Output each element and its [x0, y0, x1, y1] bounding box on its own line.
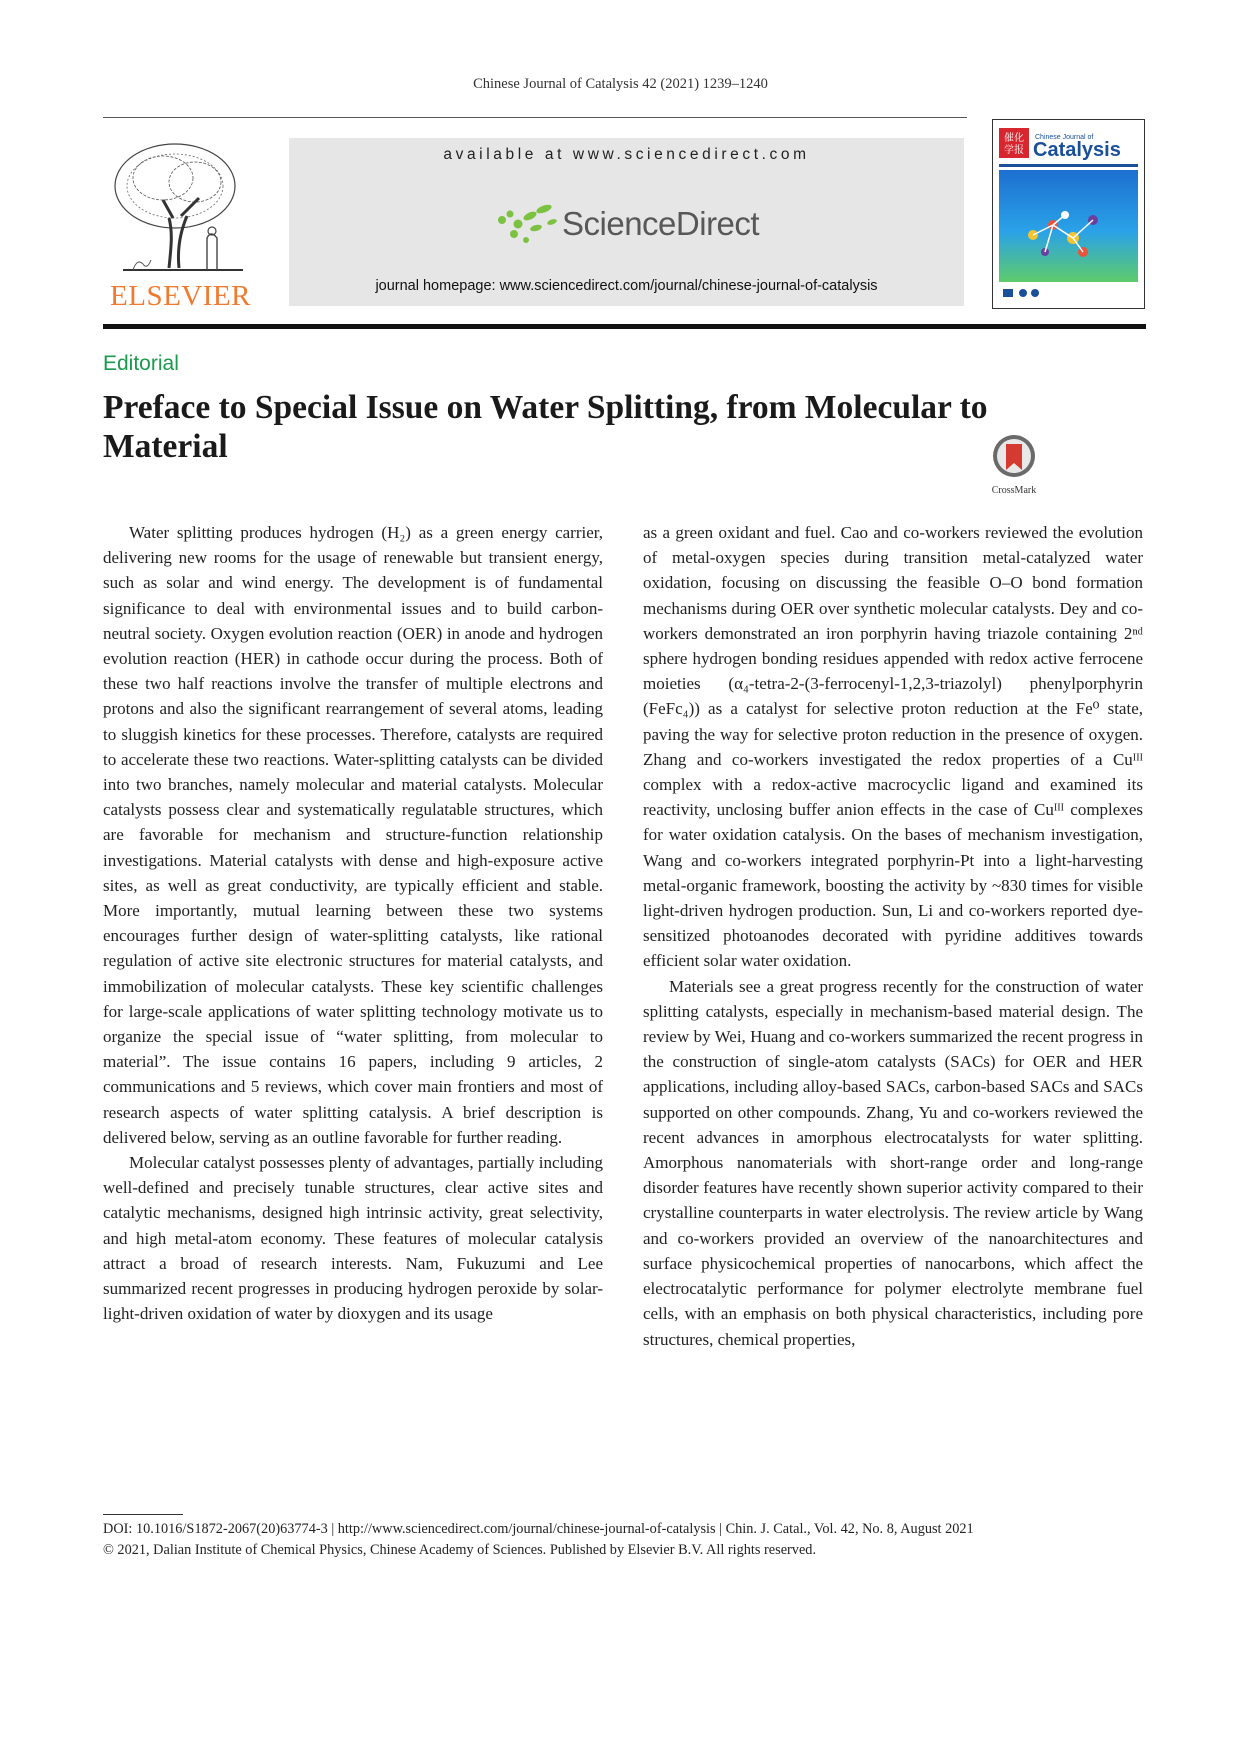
footnote-rule [103, 1514, 183, 1515]
body-column-right [643, 520, 1143, 1352]
cover-journal-small: Chinese Journal of [1035, 134, 1094, 141]
footer-doi-line[interactable]: DOI: 10.1016/S1872-2067(20)63774-3 | http://www.sciencedirect.com/journal/chinese-journal-of-catalysis | Chin. J. Catal., Vol. 42, No. 8, August 2021 [103, 1521, 974, 1537]
available-at-text: available at www.sciencedirect.com [443, 146, 810, 163]
body-column-left [103, 520, 603, 1327]
paragraph: Water splitting produces hydrogen (H₂) as a green energy carrier, delivering new rooms for the usage of renewable but transient energy, such as solar and wind energy. The development is of fundamental significance to deal with environmental issues and to build carbon-neutral society. Oxygen evolution reaction (OER) in anode and hydrogen evolution reaction (HER) in cathode occur during the process. Both of these two half reactions involve the transfer of multiple electrons and protons and also the significant rearrangement of several atoms, leading to sluggish kinetics for these processes. Therefore, catalysts are required to accelerate these two reactions. Water-splitting catalysts can be divided into two branches, namely molecular and material catalysts. Molecular catalysts possess clear and systematically regulatable structures, which are favorable for mechanism and structure-function relationship investigations. Material catalysts with dense and high-exposure active sites, as well as great conductivity, are typically efficient and stable. More importantly, mutual learning between these two systems encourages further design of water-splitting catalysts, like rational regulation of active site electronic structures for material catalysts, and immobilization of molecular catalysts. These key scientific challenges for large-scale applications of water splitting technology motivate us to organize the special issue of “water splitting, from molecular to material”. The issue contains 16 papers, including 9 articles, 2 communications and 5 reviews, which cover main frontiers and most of research aspects of water splitting catalysis. A brief description is delivered below, serving as an outline favorable for further reading. [103, 523, 603, 1147]
crossmark-label: CrossMark [991, 485, 1037, 496]
cover-cn-title-line1: 催化 [1004, 133, 1024, 144]
article-title: Preface to Special Issue on Water Splitting, from Molecular to Material [103, 389, 988, 465]
footer [103, 1519, 1146, 1561]
journal-cover-art [993, 120, 1144, 308]
header-divider [103, 324, 1146, 329]
running-head: Chinese Journal of Catalysis 42 (2021) 1239–1240 [473, 76, 768, 92]
footer-copyright: © 2021, Dalian Institute of Chemical Physics, Chinese Academy of Sciences. Published by Elsevier B.V. All rights reserved. [103, 1542, 817, 1558]
top-rule [103, 117, 967, 118]
elsevier-tree-logo [103, 138, 258, 278]
cover-cn-title-line2: 学报 [1004, 145, 1024, 156]
cover-journal-big: Catalysis [1033, 139, 1121, 161]
journal-homepage-link[interactable]: journal homepage: www.sciencedirect.com/journal/chinese-journal-of-catalysis [375, 278, 878, 294]
crossmark-badge[interactable] [983, 432, 1045, 496]
paragraph: Molecular catalyst possesses plenty of advantages, partially including well-defined and precisely tunable structures, clear active sites and catalytic mechanisms, designed high intrinsic activity, great selectivity, and high metal-atom economy. These features of molecular catalysis attract a broad of research interests. Nam, Fukuzumi and Lee summarized recent progresses in producing hydrogen peroxide by solar-light-driven oxidation of water by dioxygen and its usage [103, 1153, 603, 1324]
paragraph-continued: as a green oxidant and fuel. Cao and co-workers reviewed the evolution of metal-oxygen species during transition metal-catalyzed water oxidation, focusing on discussing the feasible O–O bond formation mechanisms during OER over synthetic molecular catalysts. Dey and co-workers demonstrated an iron porphyrin having triazole containing 2ⁿᵈ sphere hydrogen bonding residues appended with redox active ferrocene moieties (α₄-tetra-2-(3-ferrocenyl-1,2,3-triazolyl) phenylporphyrin (FeFc₄)) as a catalyst for selective proton reduction at the Fe⁰ state, paving the way for selective proton reduction in the presence of oxygen. Zhang and co-workers investigated the redox properties of a Cuᴵᴵᴵ complex with a redox-active macrocyclic ligand and examined its reactivity, unclosing buffer anion effects in the case of Cuᴵᴵᴵ complexes for water oxidation catalysis. On the bases of mechanism investigation, Wang and co-workers integrated porphyrin-Pt into a light-harvesting metal-organic framework, boosting the activity by ~830 times for visible light-driven hydrogen production. Sun, Li and co-workers reported dye-sensitized photoanodes decorated with pyridine additives towards efficient solar water oxidation. [643, 523, 1143, 971]
section-label: Editorial [103, 352, 179, 375]
sciencedirect-wordmark: ScienceDirect [562, 205, 760, 242]
elsevier-wordmark: ELSEVIER [110, 280, 251, 312]
paragraph: Materials see a great progress recently for the construction of water splitting catalysts, especially in mechanism-based material design. The review by Wei, Huang and co-workers summarized the recent progress in the construction of single-atom catalysts (SACs) for OER and HER applications, including alloy-based SACs, carbon-based SACs and SACs supported on other compounds. Zhang, Yu and co-workers reviewed the recent advances in amorphous electrocatalysts for water splitting. Amorphous nanomaterials with short-range order and long-range disorder features have recently shown superior activity compared to their crystalline counterparts in water electrolysis. The review article by Wang and co-workers provided an overview of the nanoarchitectures and surface physicochemical properties of nanocarbons, which affect the electrocatalytic performance for polymer electrolyte membrane fuel cells, with an emphasis on both physical characteristics, including pore structures, chemical properties, [643, 976, 1143, 1349]
journal-cover-thumbnail [992, 119, 1145, 309]
